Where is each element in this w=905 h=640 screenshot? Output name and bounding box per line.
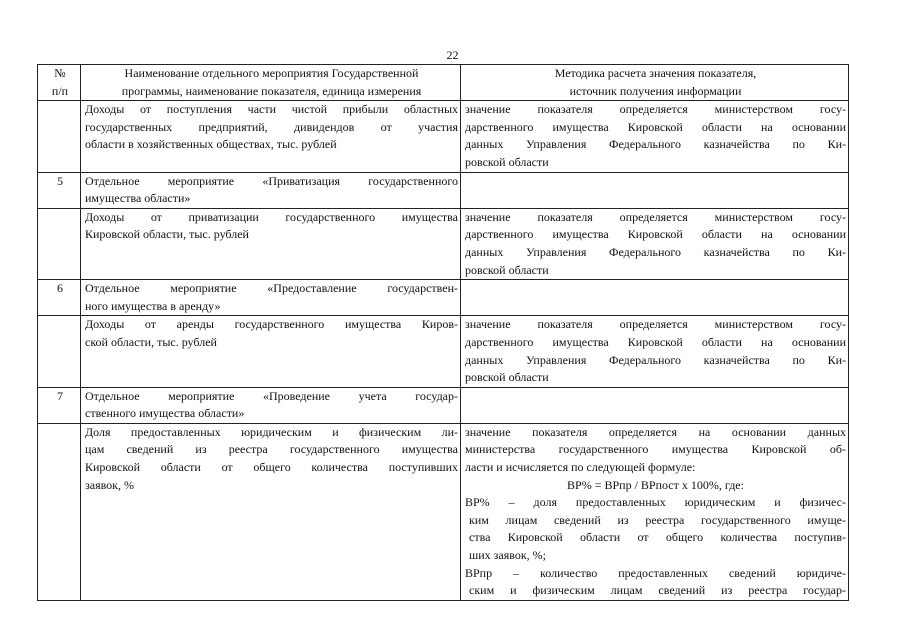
text-line: министерства государственного имущества Кировской об- bbox=[465, 442, 846, 457]
text-line: ВРпр – количество предоставленных сведений юридиче- bbox=[465, 565, 846, 580]
table-header-row bbox=[38, 65, 849, 101]
text-line: Отдельное мероприятие «Приватизация государственного bbox=[85, 173, 458, 188]
text-line: имущества области» bbox=[85, 191, 191, 206]
text-line: ного имущества в аренду» bbox=[85, 298, 221, 313]
text-line: ским и физическим лицам сведений из реестра государ- bbox=[469, 583, 846, 598]
table-row bbox=[38, 208, 849, 279]
text-line: ласти и исчисляется по следующей формуле: bbox=[465, 460, 696, 475]
text-line: дарственного имущества Кировской области на основании bbox=[465, 227, 846, 242]
text-line: дарственного имущества Кировской области на основании bbox=[465, 119, 846, 134]
text-line: ким лицам сведений из реестра государственного имуще- bbox=[469, 512, 846, 527]
text-line: Доходы от аренды государственного имущества Киров- bbox=[85, 317, 458, 332]
text-line: данных Управления Федерального казначейства по Ки- bbox=[465, 352, 846, 367]
table-row bbox=[38, 316, 849, 387]
text-line: государственных предприятий, дивидендов от участия bbox=[85, 119, 458, 134]
text-line: Доходы от поступления части чистой прибыли областных bbox=[85, 102, 458, 117]
methodology-cell bbox=[461, 316, 849, 387]
table-row bbox=[38, 101, 849, 172]
text-line: ВР% – доля предоставленных юридическим и физичес- bbox=[465, 495, 846, 510]
text-line: ства Кировской области от общего количества поступив- bbox=[469, 530, 846, 545]
text-line: заявок, % bbox=[85, 477, 134, 492]
text-line: ровской области bbox=[465, 370, 549, 385]
text-line: ших заявок, %; bbox=[469, 548, 546, 563]
text-line: значение показателя определяется на основании данных bbox=[465, 424, 846, 439]
table-row bbox=[38, 387, 849, 423]
text-line: дарственного имущества Кировской области на основании bbox=[465, 334, 846, 349]
header-num bbox=[38, 65, 81, 101]
row-number bbox=[38, 208, 81, 279]
formula: ВР% = ВРпр / ВРпост х 100%, где: bbox=[567, 477, 744, 492]
methodology-cell bbox=[461, 172, 849, 208]
methodology-cell bbox=[461, 387, 849, 423]
methodology-cell bbox=[461, 208, 849, 279]
text-line: ровской области bbox=[465, 262, 549, 277]
header-method-line: Методика расчета значения показателя, bbox=[554, 66, 757, 80]
text-line: ской области, тыс. рублей bbox=[85, 334, 217, 349]
text-line: Кировской области, тыс. рублей bbox=[85, 227, 249, 242]
text-line: Кировской области от общего количества поступивших bbox=[85, 460, 458, 475]
table-row bbox=[38, 423, 849, 600]
text-line: значение показателя определяется министерством госу- bbox=[465, 317, 846, 332]
text-line: значение показателя определяется министерством госу- bbox=[465, 102, 846, 117]
text-line: ственного имущества области» bbox=[85, 406, 245, 421]
row-number bbox=[38, 101, 81, 172]
text-line: Отдельное мероприятие «Предоставление государствен- bbox=[85, 281, 458, 296]
text-line: Доля предоставленных юридическим и физическим ли- bbox=[85, 424, 458, 439]
indicator-name-cell bbox=[81, 208, 461, 279]
indicator-name-cell bbox=[81, 423, 461, 600]
header-num-line: № bbox=[54, 66, 66, 80]
measure-name-cell bbox=[81, 172, 461, 208]
text-line: данных Управления Федерального казначейства по Ки- bbox=[465, 137, 846, 152]
text-line: данных Управления Федерального казначейства по Ки- bbox=[465, 244, 846, 259]
header-num-line: п/п bbox=[51, 83, 69, 98]
row-number: 7 bbox=[38, 387, 81, 423]
row-number: 5 bbox=[38, 172, 81, 208]
indicator-name-cell bbox=[81, 101, 461, 172]
header-method-line: источник получения информации bbox=[569, 83, 742, 98]
header-name bbox=[81, 65, 461, 101]
text-line: Отдельное мероприятие «Проведение учета государ- bbox=[85, 388, 458, 403]
methodology-cell bbox=[461, 280, 849, 316]
methodology-cell bbox=[461, 101, 849, 172]
text-line: области в хозяйственных обществах, тыс. рублей bbox=[85, 137, 337, 152]
measure-name-cell bbox=[81, 280, 461, 316]
text-line: цам сведений из реестра государственного имущества bbox=[85, 442, 458, 457]
row-number: 6 bbox=[38, 280, 81, 316]
text-line: значение показателя определяется министерством госу- bbox=[465, 209, 846, 224]
table-row bbox=[38, 280, 849, 316]
methodology-cell bbox=[461, 423, 849, 600]
measure-name-cell bbox=[81, 387, 461, 423]
indicator-table bbox=[37, 64, 849, 601]
header-name-line: Наименование отдельного мероприятия Государственной bbox=[124, 66, 419, 80]
row-number bbox=[38, 423, 81, 600]
table-row bbox=[38, 172, 849, 208]
text-line: Доходы от приватизации государственного имущества bbox=[85, 209, 458, 224]
page-number: 22 bbox=[446, 48, 459, 62]
indicator-name-cell bbox=[81, 316, 461, 387]
row-number bbox=[38, 316, 81, 387]
header-method bbox=[461, 65, 849, 101]
header-name-line: программы, наименование показателя, единица измерения bbox=[121, 83, 422, 98]
text-line: ровской области bbox=[465, 154, 549, 169]
